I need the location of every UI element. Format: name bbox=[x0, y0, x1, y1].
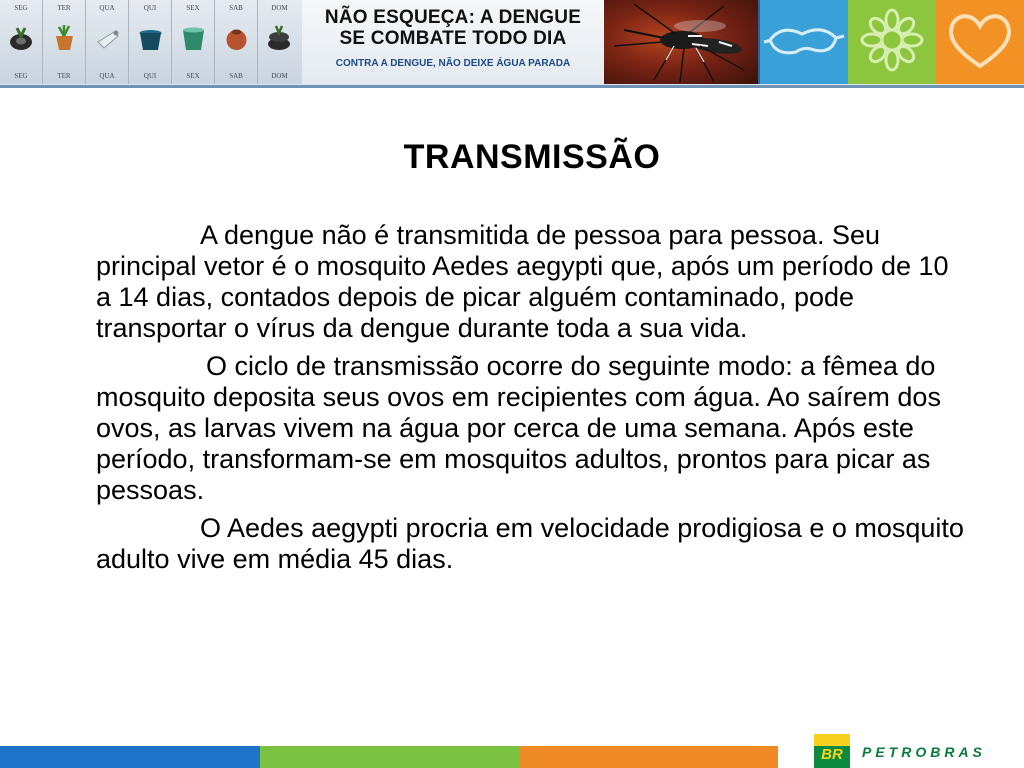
footer-bar-green bbox=[260, 746, 520, 768]
footer-bar-orange bbox=[520, 746, 778, 768]
weekly-calendar-strip bbox=[0, 0, 303, 84]
day-label-top: QUA bbox=[99, 4, 115, 12]
slogan-line-2: SE COMBATE TODO DIA bbox=[339, 28, 567, 49]
goggles-icon bbox=[760, 0, 848, 84]
day-label-bottom: SAB bbox=[229, 72, 243, 80]
jar-icon bbox=[223, 24, 250, 52]
tire-stack-icon bbox=[266, 24, 293, 52]
day-label-bottom: TER bbox=[57, 72, 71, 80]
bucket-icon bbox=[180, 24, 207, 52]
goggles-tile bbox=[760, 0, 848, 84]
trash-can-icon bbox=[137, 24, 164, 52]
day-label-bottom: QUI bbox=[143, 72, 157, 80]
sunflower-tile bbox=[848, 0, 936, 84]
slide-title: TRANSMISSÃO bbox=[403, 138, 661, 176]
calendar-day-qui bbox=[129, 0, 172, 84]
sunflower-icon bbox=[848, 0, 936, 84]
calendar-day-dom bbox=[258, 0, 301, 84]
tire-icon bbox=[8, 24, 35, 52]
day-label-bottom: DOM bbox=[271, 72, 288, 80]
slogan-panel bbox=[302, 0, 606, 84]
heart-icon bbox=[936, 0, 1024, 84]
plant-pot-icon bbox=[51, 24, 78, 52]
br-logo-text: BR bbox=[821, 746, 843, 763]
calendar-day-sex bbox=[172, 0, 215, 84]
calendar-day-qua bbox=[86, 0, 129, 84]
day-label-bottom: SEG bbox=[14, 72, 28, 80]
br-logo-icon bbox=[814, 734, 850, 768]
footer-bar-blue bbox=[0, 746, 260, 768]
paragraph-3: O Aedes aegypti procria em velocidade prodigiosa e o mosquito adulto vive em média 45 dias. bbox=[96, 513, 964, 574]
petrobras-wordmark: PETROBRAS bbox=[862, 744, 986, 760]
slogan-line-1: NÃO ESQUEÇA: A DENGUE bbox=[324, 7, 582, 28]
header-banner bbox=[0, 0, 1024, 85]
day-label-bottom: QUA bbox=[99, 72, 115, 80]
banner-divider bbox=[0, 85, 1024, 88]
day-label-top: SEG bbox=[14, 4, 28, 12]
day-label-bottom: SEX bbox=[186, 72, 200, 80]
day-label-top: SEX bbox=[186, 4, 200, 12]
day-label-top: DOM bbox=[271, 4, 288, 12]
day-label-top: SAB bbox=[229, 4, 243, 12]
calendar-day-seg bbox=[0, 0, 43, 84]
day-label-top: TER bbox=[57, 4, 71, 12]
slide-body bbox=[96, 220, 964, 582]
heart-tile bbox=[936, 0, 1024, 84]
calendar-day-ter bbox=[43, 0, 86, 84]
paragraph-1: A dengue não é transmitida de pessoa para pessoa. Seu principal vetor é o mosquito Aedes aegypti que, após um período de 10 a 14 dias, contados depois de picar alguém contaminado, pode transportar o vírus da dengue durante toda a sua vida. bbox=[96, 220, 949, 343]
mosquito-illustration bbox=[604, 0, 758, 84]
day-label-top: QUI bbox=[143, 4, 157, 12]
calendar-day-sab bbox=[215, 0, 258, 84]
bottle-icon bbox=[94, 24, 121, 52]
mosquito-photo bbox=[604, 0, 760, 84]
paragraph-2: O ciclo de transmissão ocorre do seguinte modo: a fêmea do mosquito deposita seus ovos em recipientes com água. Ao saírem dos ovos, as larvas vivem na água por cerca de uma semana. Após este período, transformam-se em mosquitos adultos, prontos para picar as pessoas. bbox=[96, 351, 941, 505]
slogan-subtitle: CONTRA A DENGUE, NÃO DEIXE ÁGUA PARADA bbox=[335, 58, 571, 69]
